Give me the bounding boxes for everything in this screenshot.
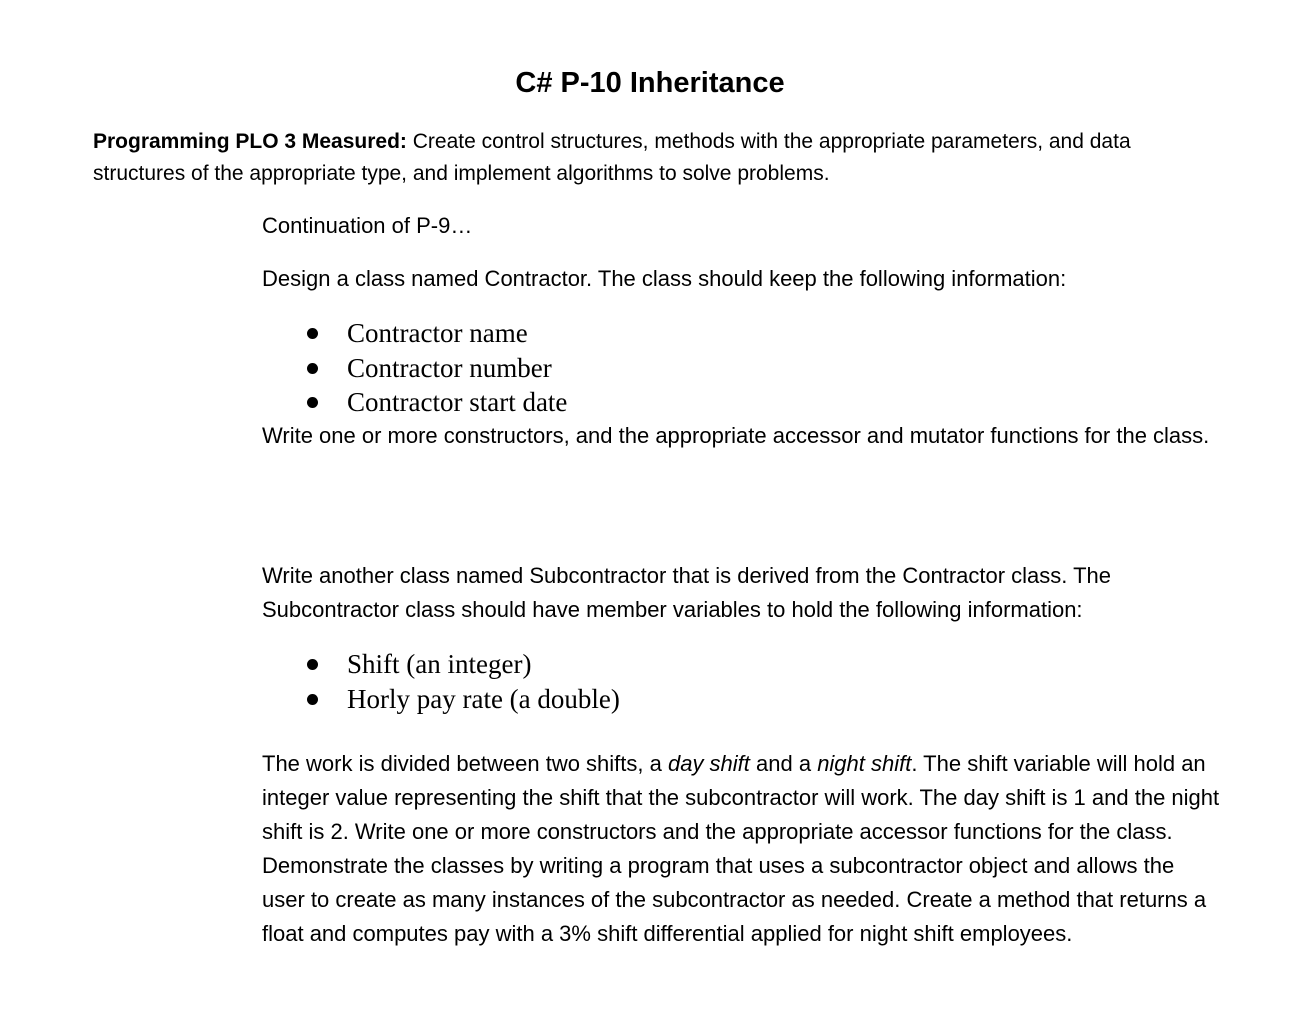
continuation-text: Continuation of P-9… <box>262 213 473 238</box>
work-description <box>262 747 1222 951</box>
list-item <box>262 647 620 682</box>
subclass-intro-text: Write another class named Subcontractor that is derived from the Contractor class. The Subcontractor class should have member variables to hold the following information: <box>262 563 1112 622</box>
plo-text: Create control structures, methods with the appropriate parameters, and data structures of the appropriate type, and implement algorithms to solve problems. <box>93 130 1131 185</box>
night-shift-term: night shift <box>817 751 912 776</box>
bullet-icon <box>307 328 318 339</box>
list-item-label: Contractor start date <box>347 387 568 417</box>
plo-paragraph <box>93 126 1223 190</box>
design-intro-text: Design a class named Contractor. The class should keep the following information: <box>262 266 1067 291</box>
bullet-icon <box>307 694 318 705</box>
work-text-part2: and a <box>749 751 818 776</box>
list-item-label: Shift (an integer) <box>347 649 532 679</box>
list-item <box>262 682 620 717</box>
list-item <box>262 316 567 351</box>
list-item <box>262 351 567 386</box>
plo-label: Programming PLO 3 Measured: <box>93 130 407 153</box>
page-title: C# P-10 Inheritance <box>515 67 785 99</box>
list-item-label: Contractor number <box>347 352 552 383</box>
bullet-icon <box>307 659 318 670</box>
subcontractor-fields-list <box>262 647 620 716</box>
contractor-fields-list <box>262 316 567 420</box>
list-item <box>262 385 567 420</box>
list-item-label: Contractor name <box>347 318 528 348</box>
day-shift-term: day shift <box>667 751 750 776</box>
list-item-label: Horly pay rate (a double) <box>347 683 620 714</box>
bullet-icon <box>307 363 318 374</box>
bullet-icon <box>307 397 318 408</box>
work-text-part3: . The shift variable will hold an integer value representing the shift that the subcontractor will work. The day shift is 1 and the night shift is 2. Write one or more constructors and the appropriate accessor functions for the class. Demonstrate the classes by writing a program that uses a subcontractor object and allows the user to create as many instances of the subcontractor as needed. Create a method that returns a float and computes pay with a 3% shift differential applied for night shift employees. <box>262 751 1220 946</box>
work-text-part1: The work is divided between two shifts, a <box>262 751 668 776</box>
constructors-text: Write one or more constructors, and the appropriate accessor and mutator functions for the class. <box>262 423 1210 448</box>
